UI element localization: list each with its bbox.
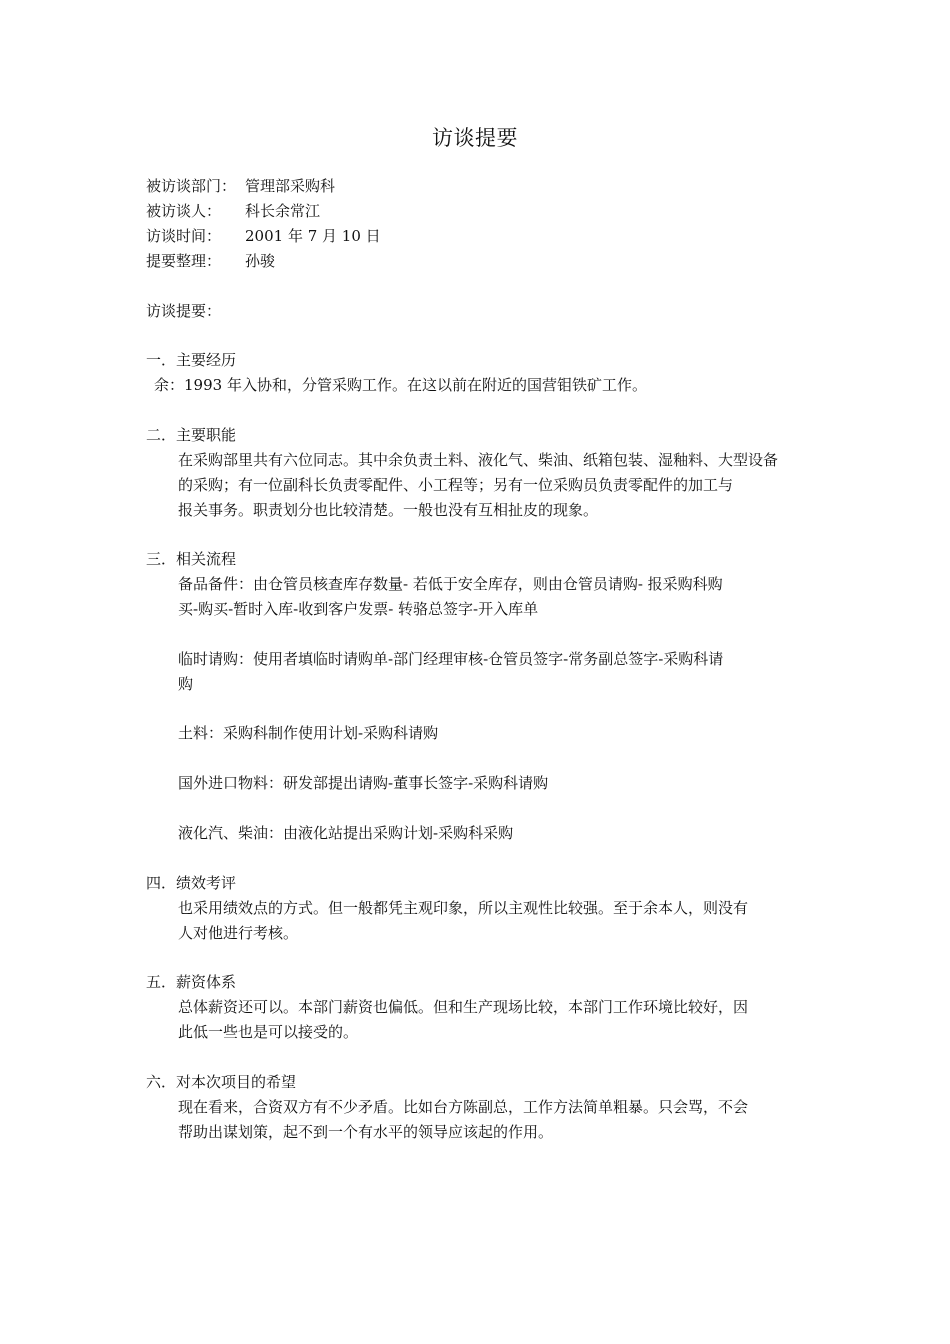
section-line: 报关事务。职责划分也比较清楚。一般也没有互相扯皮的现象。: [178, 501, 599, 519]
section-line: 买-购买-暂时入库-收到客户发票- 转骆总签字-开入库单: [178, 600, 539, 618]
meta-label-date: 访谈时间：: [146, 227, 222, 245]
section-line: 备品备件：由仓管员核查库存数量- 若低于安全库存，则由仓管员请购- 报采购科购: [178, 575, 723, 593]
meta-label-compiler: 提要整理：: [146, 252, 222, 270]
meta-value-interviewee: 科长余常江: [245, 202, 321, 220]
section-line: 也采用绩效点的方式。但一般都凭主观印象，所以主观性比较强。至于余本人，则没有: [178, 899, 749, 917]
section-line: 人对他进行考核。: [178, 924, 299, 942]
meta-value-date: 2001 年 7 月 10 日: [245, 227, 381, 245]
meta-label-interviewee: 被访谈人：: [146, 202, 222, 220]
section-line: 帮助出谋划策，起不到一个有水平的领导应该起的作用。: [178, 1123, 554, 1141]
section-line: 此低一些也是可以接受的。: [178, 1023, 359, 1041]
section-line: 临时请购：使用者填临时请购单-部门经理审核-仓管员签字-常务副总签字-采购科请: [178, 650, 724, 668]
document-title: 访谈提要: [432, 126, 518, 150]
section-line: 的采购；有一位副科长负责零配件、小工程等；另有一位采购员负责零配件的加工与: [178, 476, 734, 494]
section-line: 液化汽、柴油：由液化站提出采购计划-采购科采购: [178, 824, 514, 842]
section-heading-duties: 二．主要职能: [146, 426, 237, 444]
section-line: 国外进口物料：研发部提出请购-董事长签字-采购科请购: [178, 774, 549, 792]
section-heading-processes: 三．相关流程: [146, 550, 237, 568]
section-line: 余：1993 年入协和，分管采购工作。在这以前在附近的国营钼铁矿工作。: [154, 376, 647, 394]
section-line: 在采购部里共有六位同志。其中余负责土料、液化气、柴油、纸箱包装、湿釉料、大型设备: [178, 451, 779, 469]
meta-value-department: 管理部采购科: [245, 177, 336, 195]
section-line: 总体薪资还可以。本部门薪资也偏低。但和生产现场比较，本部门工作环境比较好，因: [178, 998, 749, 1016]
meta-label-department: 被访谈部门：: [146, 177, 237, 195]
section-heading-experience: 一．主要经历: [146, 351, 237, 369]
section-heading-performance: 四．绩效考评: [146, 874, 237, 892]
section-line: 土料：采购科制作使用计划-采购科请购: [178, 724, 439, 742]
section-heading-expectations: 六．对本次项目的希望: [146, 1073, 297, 1091]
section-line: 现在看来，合资双方有不少矛盾。比如台方陈副总，工作方法简单粗暴。只会骂，不会: [178, 1098, 749, 1116]
section-heading-salary: 五．薪资体系: [146, 973, 237, 991]
section-line: 购: [178, 675, 194, 693]
meta-value-compiler: 孙骏: [245, 252, 276, 270]
summary-label: 访谈提要：: [146, 302, 222, 320]
